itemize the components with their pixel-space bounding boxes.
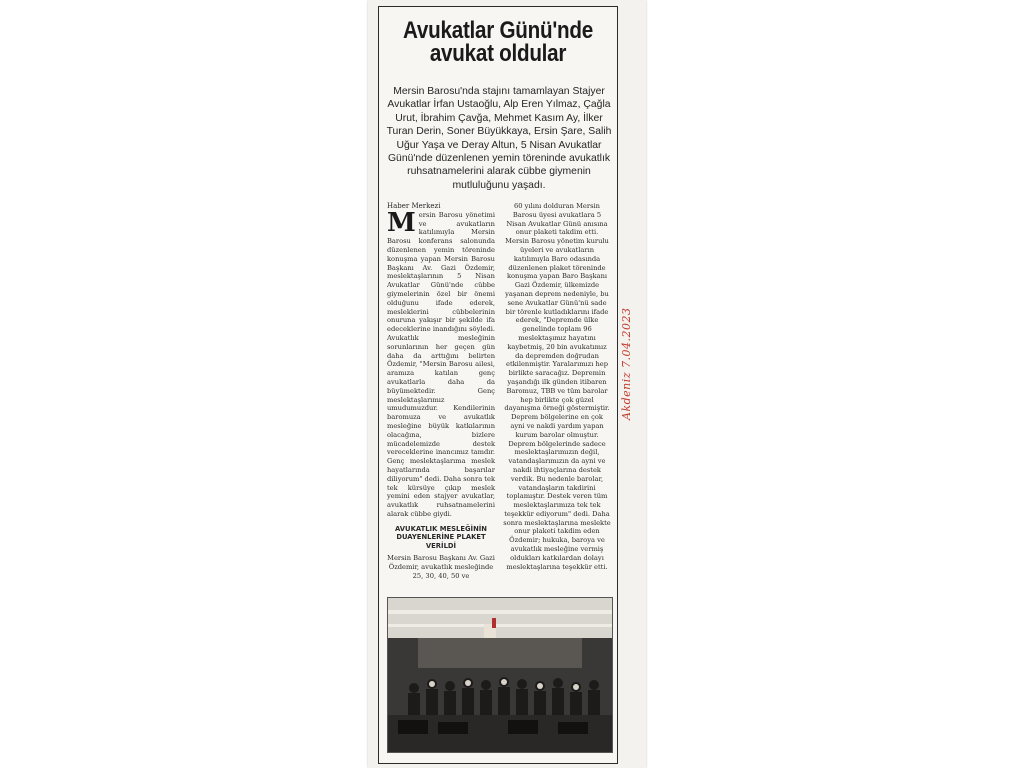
ceremony-photo <box>387 597 613 753</box>
byline: Haber Merkezi <box>387 202 441 210</box>
ceremony-photo-image <box>388 598 612 752</box>
drop-cap: M <box>387 207 416 238</box>
headline-line-1: Avukatlar Günü'nde <box>403 17 593 44</box>
article-column-left <box>387 202 495 581</box>
right-column-text: 60 yılını dolduran Mersin Barosu üyesi avukatlara 5 Nisan Avukatlar Günü anısına onur plaketi takdim etti. Mersin Barosu yönetim kurulu üyeleri ve avukatların katılımıyla Baro odasında düzenlenen plaket töreninde konuşma yapan Baro Başkanı Gazi Özdemir, ülkemizde yaşanan deprem nedeniyle, bu sene Avukatlar Günü'nü sade bir törenle kutladıklarını ifade ederek, "Depremde ülke genelinde toplam 96 meslektaşımız hayatını kaybetmiş, 20 bin avukatımız da depremden doğrudan etkilenmiştir. Yaralarımızı hep birlikte saracağız. Depremin yaşandığı ilk günden itibaren Baromuz, TBB ve tüm barolar hep birlikte çok güzel dayanışma örneği göstermiştir. Deprem bölgelerine en çok ayni ve nakdi yardım yapan kurum barolar olmuştur. Deprem bölgelerinde sadece meslektaşlarımızın değil, vatandaşlarımızın da ayni ve nakdi ihtiyaçlarına destek verdik. Bu nedenle barolar, vatandaşların takdirini toplamıştır. Destek veren tüm meslektaşlarımıza tek tek teşekkür ediyorum" dedi. Daha sonra meslektaşlarına meslekte onur plaketi takdim eden Özdemir; hukuka, baroya ve avukatlık mesleğine vermiş oldukları katkılardan dolayı meslektaşlarına teşekkür etti. <box>503 202 611 571</box>
article-lead: Mersin Barosu'nda stajını tamamlayan Stajyer Avukatlar İrfan Ustaoğlu, Alp Eren Yılmaz, Çağla Urut, İbrahim Çavğa, Mehmet Kasım Ay, İlker Turan Derin, Soner Büyükkaya, Ersin Şare, Salih Uğur Yaşa ve Deray Altun, 5 Nisan Avukatlar Günü'nde düzenlenen yemin töreninde avukatlık ruhsatnamelerini alarak cübbe giymenin mutluluğunu yaşadı. <box>386 86 612 191</box>
handwritten-annotation: Akdeniz 7.04.2023 <box>620 307 633 420</box>
headline-line-2: avukat oldular <box>429 40 567 67</box>
left-column-end: Mersin Barosu Başkanı Av. Gazi Özdemir, avukatlık mesleğinde 25, 30, 40, 50 ve <box>387 554 495 581</box>
article-headline <box>396 19 601 65</box>
news-clipping <box>378 6 618 764</box>
article-subhead: AVUKATLIK MESLEĞİNİN DUAYENLERİNE PLAKET VERİLDİ <box>395 524 487 550</box>
article-column-right <box>503 202 611 571</box>
left-column-text: ersin Barosu yönetimi ve avukatların katılımıyla Mersin Barosu konferans salonunda düzenlenen yemin töreninde konuşma yapan Mersin Barosu Başkanı Av. Gazi Özdemir, meslektaşlarının 5 Nisan Avukatlar Günü'nde cübbe giymelerinin özel bir önemi olduğunu ifade ederek, mesleklerini cübbelerinin onuruna yakışır bir şekilde ifa edeceklerine inandığını söyledi. Avukatlık mesleğinin sorunlarının her geçen gün daha da arttığını belirten Özdemir, "Mersin Barosu ailesi, aramıza katılan genç avukatlarla daha da büyümektedir. Genç meslektaşlarımız umudumuzdur. Kendilerinin baromuza ve avukatlık mesleğine büyük katkılarının olacağına, bizlere mücadelemizde destek vereceklerine inancımız tamdır. Genç meslektaşlarıma meslek hayatlarında başarılar diliyorum" dedi. Daha sonra tek tek kürsüye çıkıp meslek yemini eden stajyer avukatlar, avukatlık ruhsatnamelerini alarak cübbe giydi. <box>387 210 495 518</box>
